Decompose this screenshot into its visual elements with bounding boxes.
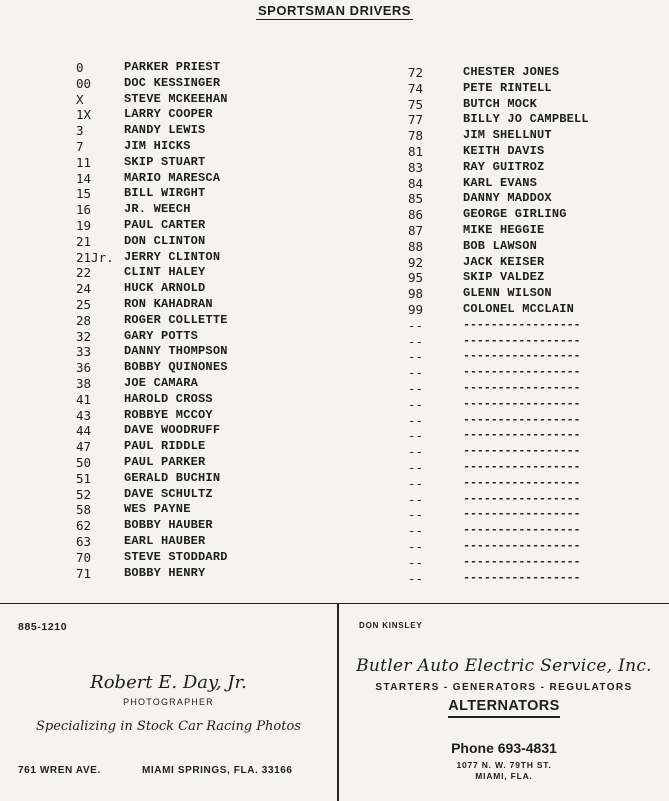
driver-row: [76, 360, 326, 376]
driver-name: JOE CAMARA: [124, 375, 199, 390]
driver-row: [408, 428, 628, 444]
driver-row: [76, 471, 326, 487]
driver-name: RON KAHADRAN: [124, 296, 213, 311]
car-number: --: [408, 396, 424, 412]
driver-row: [76, 123, 326, 139]
driver-row: [76, 423, 326, 439]
car-number: 71: [76, 565, 92, 581]
driver-name: BUTCH MOCK: [463, 96, 538, 111]
car-number: 85: [408, 191, 424, 207]
car-number: 50: [76, 454, 92, 470]
driver-name: DANNY THOMPSON: [124, 344, 228, 359]
car-number: 99: [408, 301, 424, 317]
driver-name: GLENN WILSON: [463, 286, 552, 301]
driver-row: [408, 144, 628, 160]
car-number: 0: [76, 60, 84, 75]
driver-row: [76, 171, 326, 187]
car-number: --: [408, 365, 424, 381]
driver-name: DAVE SCHULTZ: [124, 486, 213, 501]
car-number: 00: [76, 75, 92, 91]
driver-row: [408, 334, 628, 350]
driver-name: BILLY JO CAMPBELL: [463, 112, 589, 127]
driver-row: [408, 523, 628, 539]
car-number: 47: [76, 439, 92, 455]
driver-row: [408, 460, 628, 476]
driver-row: [408, 492, 628, 508]
driver-name: STEVE MCKEEHAN: [124, 91, 228, 106]
driver-name: SKIP VALDEZ: [463, 270, 545, 285]
driver-name: ROBBYE MCCOY: [124, 407, 213, 422]
driver-row: [408, 507, 628, 523]
driver-name: DAVE WOODRUFF: [124, 423, 221, 438]
driver-row: [408, 302, 628, 318]
driver-name: -----------------: [463, 491, 581, 506]
driver-row: [408, 270, 628, 286]
driver-row: [76, 329, 326, 345]
driver-name: JIM SHELLNUT: [463, 128, 552, 143]
driver-name: -----------------: [463, 554, 581, 569]
driver-row: [76, 502, 326, 518]
photographer-ad: [0, 604, 337, 801]
business-contact: DON KINSLEY: [359, 621, 423, 630]
photographer-city: MIAMI SPRINGS, FLA. 33166: [142, 765, 293, 776]
car-number: --: [408, 349, 424, 365]
driver-name: -----------------: [463, 507, 581, 522]
driver-name: BOBBY HENRY: [124, 565, 206, 580]
car-number: 74: [408, 80, 424, 96]
driver-row: [76, 186, 326, 202]
driver-name: BOBBY HAUBER: [124, 518, 213, 533]
car-number: 88: [408, 238, 424, 254]
business-city: MIAMI, FLA.: [475, 771, 533, 781]
driver-name: STEVE STODDARD: [124, 549, 228, 564]
car-number: 11: [76, 154, 92, 170]
driver-name: MARIO MARESCA: [124, 170, 221, 185]
car-number: --: [408, 538, 424, 554]
driver-name: JR. WEECH: [124, 202, 191, 217]
car-number: 92: [408, 254, 424, 270]
driver-row: [76, 455, 326, 471]
car-number: 33: [76, 344, 92, 360]
driver-name: -----------------: [463, 349, 581, 364]
driver-name: PAUL RIDDLE: [124, 439, 206, 454]
car-number: --: [408, 459, 424, 475]
car-number: 24: [76, 281, 92, 297]
driver-name: COLONEL MCCLAIN: [463, 301, 575, 316]
car-number: 19: [76, 217, 92, 233]
driver-name: BILL WIRGHT: [124, 186, 206, 201]
driver-name: -----------------: [463, 317, 581, 332]
driver-row: [76, 518, 326, 534]
photographer-name: Robert E. Day, Jr.: [90, 672, 247, 693]
right-driver-list: [408, 65, 628, 586]
car-number: 52: [76, 486, 92, 502]
business-name: Butler Auto Electric Service, Inc.: [356, 656, 652, 676]
car-number: 98: [408, 286, 424, 302]
left-driver-list: [76, 60, 326, 581]
car-number: 72: [408, 65, 424, 80]
car-number: 58: [76, 502, 92, 518]
driver-row: [408, 97, 628, 113]
driver-row: [408, 160, 628, 176]
driver-row: [76, 155, 326, 171]
business-highlight: ALTERNATORS: [339, 698, 669, 714]
driver-row: [76, 550, 326, 566]
driver-name: LARRY COOPER: [124, 107, 213, 122]
driver-name: WES PAYNE: [124, 502, 191, 517]
car-number: 21Jr.: [76, 249, 114, 265]
driver-name: JERRY CLINTON: [124, 249, 221, 264]
driver-row: [408, 223, 628, 239]
driver-name: -----------------: [463, 444, 581, 459]
business-phone: Phone 693-4831: [451, 740, 557, 756]
car-number: 22: [76, 265, 92, 281]
driver-row: [76, 202, 326, 218]
car-number: 15: [76, 186, 92, 202]
driver-name: MIKE HEGGIE: [463, 222, 545, 237]
car-number: 77: [408, 112, 424, 128]
car-number: 75: [408, 96, 424, 112]
car-number: --: [408, 333, 424, 349]
driver-name: DANNY MADDOX: [463, 191, 552, 206]
car-number: 32: [76, 328, 92, 344]
car-number: 1X: [76, 107, 92, 123]
driver-name: -----------------: [463, 570, 581, 585]
driver-name: RAY GUITROZ: [463, 159, 545, 174]
advertisement-section: [0, 603, 669, 801]
driver-row: [76, 534, 326, 550]
driver-row: [408, 128, 628, 144]
car-number: 78: [408, 128, 424, 144]
car-number: 44: [76, 423, 92, 439]
driver-row: [76, 250, 326, 266]
car-number: 41: [76, 391, 92, 407]
car-number: --: [408, 317, 424, 333]
car-number: 87: [408, 222, 424, 238]
driver-row: [76, 344, 326, 360]
car-number: --: [408, 475, 424, 491]
photographer-phone: 885-1210: [18, 621, 68, 633]
driver-row: [76, 139, 326, 155]
driver-name: SKIP STUART: [124, 154, 206, 169]
car-number: X: [76, 91, 84, 107]
driver-row: [408, 365, 628, 381]
car-number: 43: [76, 407, 92, 423]
driver-name: -----------------: [463, 365, 581, 380]
driver-row: [408, 239, 628, 255]
driver-row: [408, 191, 628, 207]
page-title: SPORTSMAN DRIVERS: [258, 3, 411, 18]
driver-name: PARKER PRIEST: [124, 60, 221, 74]
driver-name: CLINT HALEY: [124, 265, 206, 280]
driver-row: [76, 107, 326, 123]
driver-row: [76, 76, 326, 92]
driver-name: BOB LAWSON: [463, 238, 538, 253]
car-number: --: [408, 380, 424, 396]
driver-name: GEORGE GIRLING: [463, 207, 567, 222]
driver-row: [408, 255, 628, 271]
driver-row: [408, 444, 628, 460]
driver-row: [408, 65, 628, 81]
driver-row: [76, 376, 326, 392]
car-number: --: [408, 444, 424, 460]
car-number: 21: [76, 233, 92, 249]
driver-row: [408, 555, 628, 571]
driver-name: -----------------: [463, 333, 581, 348]
driver-name: -----------------: [463, 459, 581, 474]
driver-row: [408, 207, 628, 223]
photographer-address: 761 WREN AVE.: [18, 765, 101, 776]
driver-name: GERALD BUCHIN: [124, 470, 221, 485]
car-number: 70: [76, 549, 92, 565]
driver-name: DON CLINTON: [124, 233, 206, 248]
driver-row: [76, 234, 326, 250]
car-number: 51: [76, 470, 92, 486]
car-number: 7: [76, 138, 84, 154]
car-number: 84: [408, 175, 424, 191]
driver-row: [408, 397, 628, 413]
driver-row: [408, 571, 628, 587]
driver-name: CHESTER JONES: [463, 65, 560, 79]
driver-name: KEITH DAVIS: [463, 143, 545, 158]
driver-name: PETE RINTELL: [463, 80, 552, 95]
driver-name: -----------------: [463, 475, 581, 490]
car-number: 3: [76, 123, 84, 139]
driver-row: [408, 381, 628, 397]
driver-row: [76, 408, 326, 424]
driver-row: [76, 392, 326, 408]
driver-name: -----------------: [463, 538, 581, 553]
car-number: 25: [76, 296, 92, 312]
driver-name: PAUL CARTER: [124, 217, 206, 232]
driver-row: [76, 566, 326, 582]
driver-row: [76, 92, 326, 108]
driver-row: [408, 112, 628, 128]
car-number: 63: [76, 533, 92, 549]
car-number: 16: [76, 202, 92, 218]
driver-name: ROGER COLLETTE: [124, 312, 228, 327]
driver-row: [76, 297, 326, 313]
business-address: 1077 N. W. 79TH ST.: [456, 760, 552, 770]
driver-row: [76, 439, 326, 455]
driver-name: HUCK ARNOLD: [124, 281, 206, 296]
driver-row: [76, 281, 326, 297]
car-number: 36: [76, 360, 92, 376]
car-number: --: [408, 507, 424, 523]
driver-name: -----------------: [463, 380, 581, 395]
driver-name: -----------------: [463, 412, 581, 427]
driver-row: [76, 218, 326, 234]
car-number: --: [408, 523, 424, 539]
car-number: --: [408, 491, 424, 507]
car-number: --: [408, 554, 424, 570]
driver-row: [408, 476, 628, 492]
car-number: 14: [76, 170, 92, 186]
driver-row: [76, 60, 326, 76]
car-number: --: [408, 570, 424, 586]
car-number: 95: [408, 270, 424, 286]
driver-row: [76, 487, 326, 503]
driver-name: -----------------: [463, 428, 581, 443]
driver-name: DOC KESSINGER: [124, 75, 221, 90]
driver-name: JIM HICKS: [124, 138, 191, 153]
driver-name: BOBBY QUINONES: [124, 360, 228, 375]
driver-name: RANDY LEWIS: [124, 123, 206, 138]
business-services: STARTERS - GENERATORS - REGULATORS: [375, 682, 633, 693]
driver-name: -----------------: [463, 523, 581, 538]
driver-name: EARL HAUBER: [124, 533, 206, 548]
driver-name: JACK KEISER: [463, 254, 545, 269]
driver-name: -----------------: [463, 396, 581, 411]
car-number: 28: [76, 312, 92, 328]
driver-row: [408, 318, 628, 334]
driver-row: [76, 265, 326, 281]
car-number: 38: [76, 375, 92, 391]
photographer-specialty: Specializing in Stock Car Racing Photos: [36, 719, 301, 734]
driver-name: GARY POTTS: [124, 328, 199, 343]
driver-row: [408, 81, 628, 97]
driver-row: [408, 286, 628, 302]
car-number: 83: [408, 159, 424, 175]
car-number: 81: [408, 143, 424, 159]
driver-row: [76, 313, 326, 329]
car-number: --: [408, 412, 424, 428]
driver-row: [408, 176, 628, 192]
auto-electric-ad: [339, 604, 669, 801]
car-number: 86: [408, 207, 424, 223]
driver-name: PAUL PARKER: [124, 454, 206, 469]
driver-name: KARL EVANS: [463, 175, 538, 190]
car-number: --: [408, 428, 424, 444]
driver-name: HAROLD CROSS: [124, 391, 213, 406]
driver-row: [408, 413, 628, 429]
driver-row: [408, 349, 628, 365]
photographer-role: PHOTOGRAPHER: [123, 697, 214, 707]
car-number: 62: [76, 518, 92, 534]
driver-row: [408, 539, 628, 555]
